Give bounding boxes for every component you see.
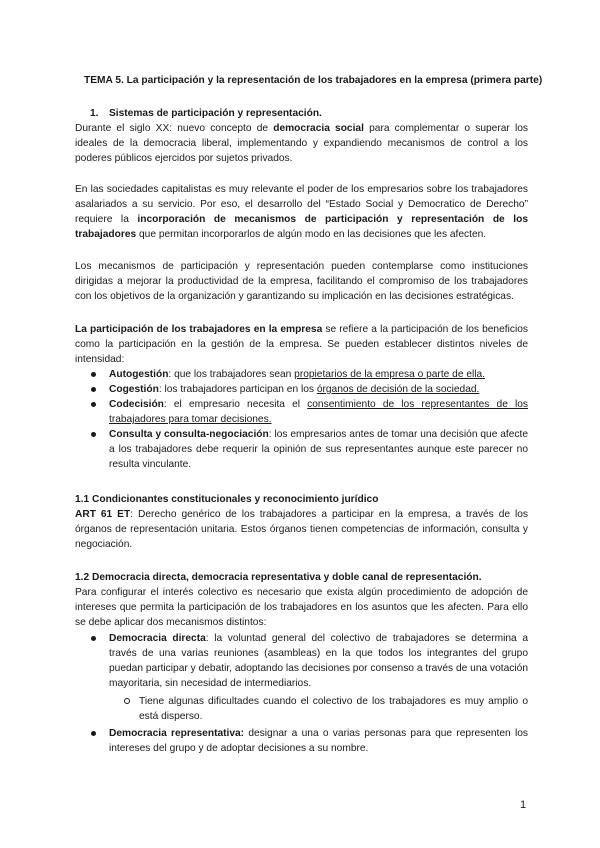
paragraph-mecanismos: Los mecanismos de participación y representación pueden contemplarse como instituciones dirigidas a mejorar la productividad de la empresa, facilitando el compromiso de los trabajadores con los objetivos de la organización y garantizando su implicación en las decisiones estratégicas. (75, 261, 528, 302)
level-term: Cogestión (109, 384, 159, 395)
direct-sublist (123, 694, 528, 724)
democracy-list-direct (89, 631, 528, 691)
direct-term: Democracia directa (109, 633, 206, 644)
list-item-consulta (89, 427, 528, 472)
level-text: : los trabajadores participan en los (158, 384, 317, 395)
document-title: TEMA 5. La participación y la representación de los trabajadores en la empresa (primera parte) (84, 75, 543, 86)
rep-text: designar a una o varias personas para que representen los intereses del grupo y de adoptar decisiones a su nombre. (109, 728, 529, 754)
list-item-codecision (89, 397, 528, 427)
level-text: : el empresario necesita el (163, 399, 308, 410)
paragraph-art-61 (75, 507, 528, 552)
paragraph-democracia-social (75, 121, 528, 166)
section-1-heading (90, 106, 322, 121)
level-term: Codecisión (109, 399, 164, 410)
level-term: Autogestión (109, 369, 169, 380)
direct-text: : la voluntad general del colectivo de trabajadores se determina a través de una varias reuniones (asambleas) en la que todos los integrantes del grupo puedan participar y debatir, adoptando las decisiones por consenso a través de una votación mayoritaria, sin necesidad de intermediarios. (109, 633, 528, 689)
paragraph-interes-colectivo: Para configurar el interés colectivo es necesario que exista algún procedimiento de adopción de intereses que permita la participación de los trabajadores en los asuntos que les afecten. Para ello se debe aplicar dos mecanismos distintos: (75, 587, 528, 628)
list-item-democracia-directa (89, 631, 528, 691)
level-text: : que los trabajadores sean (168, 369, 295, 380)
p2-bold: incorporación de mecanismos de participación y representación de los trabajadores (75, 214, 528, 240)
p4-text: se refiere a la participación de los beneficios como la participación en la gestión de la empresa. Se pueden establecer distintos niveles de intensidad: (75, 324, 528, 365)
list-item-autogestion (89, 367, 528, 382)
level-underlined: propietarios de la empresa o parte de ella. (294, 369, 486, 380)
p1-text-c: para complementar o superar los ideales de la democracia liberal, implementando y expandiendo mecanismos de control a los poderes públicos ejercidos por sujetos privados. (75, 123, 529, 164)
p4-bold: La participación de los trabajadores en la empresa (75, 324, 323, 335)
section-1-number: 1. (90, 108, 99, 119)
democracy-list-rep (89, 726, 528, 756)
levels-list (89, 367, 528, 472)
list-item-democracia-representativa (89, 726, 528, 756)
sub-item-dificultades: Tiene algunas dificultades cuando el colectivo de los trabajadores es muy amplio o está disperso. (123, 694, 528, 724)
p1-bold: democracia social (273, 123, 364, 134)
level-underlined: consentimiento de los representantes de los trabajadores para tomar decisiones. (109, 399, 529, 425)
level-underlined: órganos de decisión de la sociedad. (316, 384, 480, 395)
p2-text-c: que permitan incorporarlos de algún modo en las decisiones que les afecten. (136, 229, 487, 240)
p1-text-a: Durante el siglo XX: nuevo concepto de (75, 123, 274, 134)
level-term: Consulta y consulta-negociación (109, 429, 269, 440)
section-1-title: Sistemas de participación y representación. (109, 108, 322, 119)
art-text: : Derecho genérico de los trabajadores a participar en la empresa, a través de los órganos de representación unitaria. Estos órganos tienen competencias de información, consulta y negociación. (75, 509, 528, 550)
list-item-cogestion (89, 382, 528, 397)
level-text: : los empresarios antes de tomar una decisión que afecte a los trabajadores debe requerir la opinión de sus representantes aunque este parecer no resulta vinculante. (109, 429, 528, 470)
section-1-2-heading: 1.2 Democracia directa, democracia representativa y doble canal de representación. (75, 572, 482, 583)
art-label: ART 61 ET (75, 509, 131, 520)
paragraph-sociedades-capitalistas (75, 182, 528, 242)
paragraph-participacion (75, 322, 528, 367)
p2-text-a: En las sociedades capitalistas es muy relevante el poder de los empresarios sobre los trabajadores asalariados a su servicio. Por eso, el desarrollo del “Estado Social y Democratico de Derecho” requiere la (75, 184, 528, 225)
page-number: 1 (520, 799, 527, 811)
rep-term: Democracia representativa: (109, 728, 245, 739)
section-1-1-heading: 1.1 Condicionantes constitucionales y reconocimiento jurídico (75, 494, 379, 505)
